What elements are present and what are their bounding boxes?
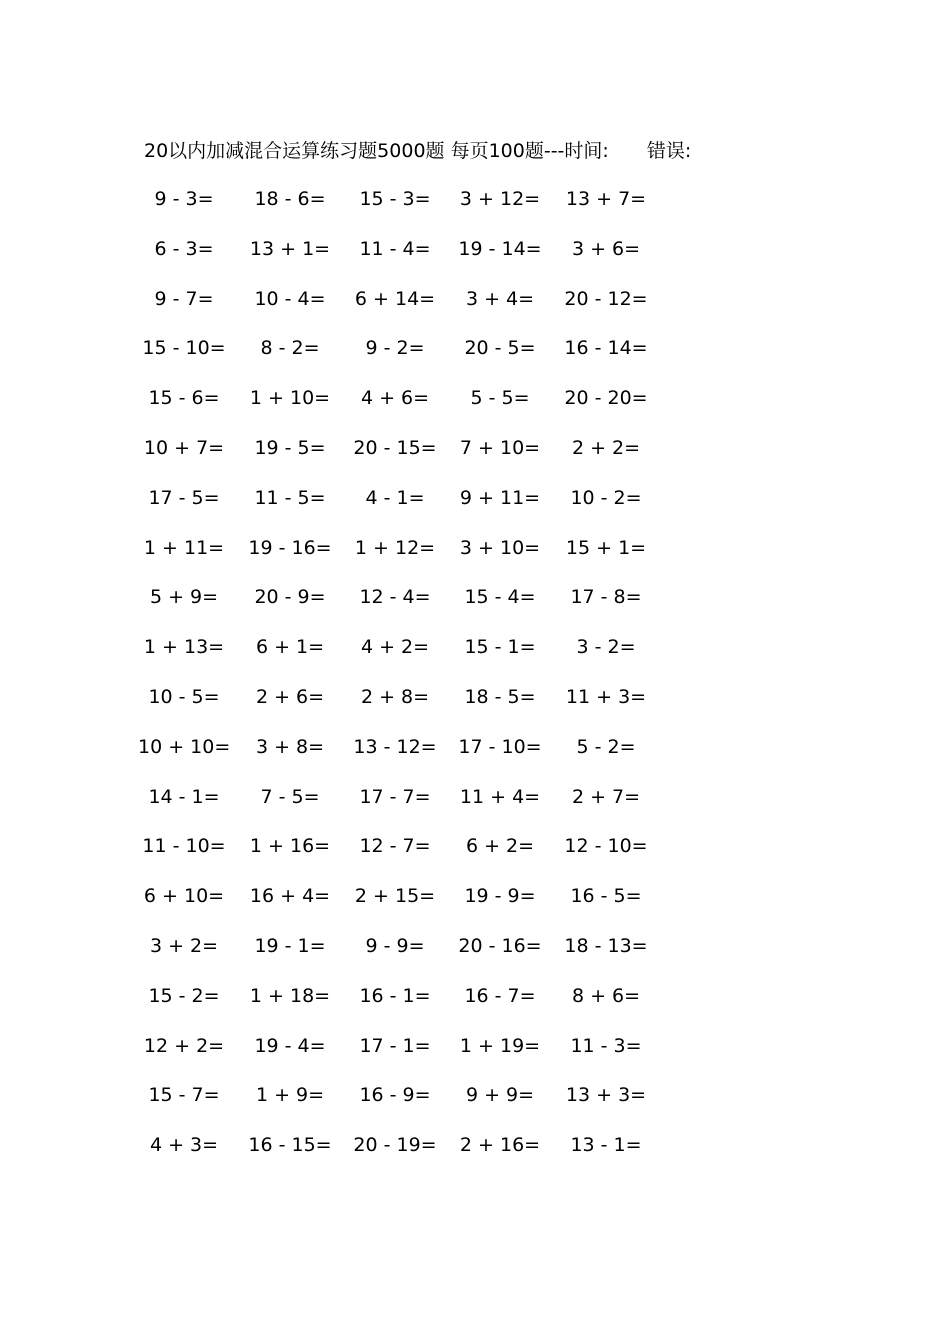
problem-row — [144, 184, 664, 234]
math-problem: 4 + 2= — [360, 636, 430, 659]
math-problem: 16 + 4= — [249, 885, 331, 908]
math-problem: 4 - 1= — [365, 486, 425, 509]
math-problem: 15 - 6= — [148, 387, 220, 410]
math-problem: 1 + 11= — [143, 536, 225, 559]
math-problem: 3 + 12= — [459, 188, 541, 210]
math-problem: 13 - 1= — [570, 1134, 642, 1157]
math-problem: 1 + 19= — [459, 1034, 541, 1057]
math-problem: 7 - 5= — [260, 785, 320, 808]
problem-row — [144, 533, 664, 583]
math-problem: 11 - 4= — [359, 237, 431, 260]
problem-row — [144, 383, 664, 433]
math-problem: 2 + 15= — [354, 885, 436, 908]
math-problem: 20 - 19= — [353, 1134, 437, 1157]
math-problem: 11 + 3= — [565, 685, 647, 708]
math-problem: 3 + 6= — [571, 237, 641, 260]
problem-row — [144, 433, 664, 483]
math-problem: 12 - 4= — [359, 586, 431, 609]
math-problem: 13 + 1= — [249, 237, 331, 260]
math-problem: 9 + 9= — [465, 1084, 535, 1107]
math-problem: 20 - 16= — [458, 934, 542, 957]
math-problem: 15 - 1= — [464, 636, 536, 659]
math-problem: 6 - 3= — [154, 237, 214, 260]
math-problem: 20 - 5= — [464, 337, 536, 360]
math-problem: 13 - 12= — [353, 735, 437, 758]
math-problem: 6 + 10= — [143, 885, 225, 908]
math-problem: 20 - 9= — [254, 586, 326, 609]
math-problem: 4 + 3= — [149, 1134, 219, 1157]
math-problem: 19 - 1= — [254, 934, 326, 957]
math-problem: 3 + 2= — [149, 934, 219, 957]
math-problem: 3 - 2= — [576, 636, 636, 659]
math-problem: 15 - 3= — [359, 188, 431, 210]
math-problem: 16 - 1= — [359, 984, 431, 1007]
math-problem: 5 + 9= — [149, 586, 219, 609]
math-problem: 10 + 10= — [138, 735, 231, 758]
math-problem: 4 + 6= — [360, 387, 430, 410]
math-problem: 10 + 7= — [143, 436, 225, 459]
math-problem: 3 + 8= — [255, 735, 325, 758]
math-problem: 6 + 2= — [465, 835, 535, 858]
math-problem: 7 + 10= — [459, 436, 541, 459]
math-problem: 9 - 9= — [365, 934, 425, 957]
math-problem: 13 + 3= — [565, 1084, 647, 1107]
math-problem: 16 - 14= — [564, 337, 648, 360]
problem-row — [144, 582, 664, 632]
math-problem: 19 - 16= — [248, 536, 332, 559]
math-problem: 1 + 12= — [354, 536, 436, 559]
math-problem: 19 - 9= — [464, 885, 536, 908]
problem-row — [138, 732, 664, 782]
math-problem: 3 + 10= — [459, 536, 541, 559]
problem-row — [144, 981, 664, 1031]
math-problem: 3 + 4= — [465, 287, 535, 310]
math-problem: 1 + 18= — [249, 984, 331, 1007]
math-problem: 16 - 7= — [464, 984, 536, 1007]
worksheet-title: 20以内加减混合运算练习题5000题 每页100题---时间: — [144, 140, 609, 162]
problem-row — [144, 1130, 664, 1180]
math-problem: 19 - 4= — [254, 1034, 326, 1057]
math-problem: 9 - 3= — [154, 188, 214, 210]
math-problem: 17 - 1= — [359, 1034, 431, 1057]
math-problem: 16 - 5= — [570, 885, 642, 908]
problem-row — [144, 881, 664, 931]
math-problem: 8 + 6= — [571, 984, 641, 1007]
math-problem: 2 + 6= — [255, 685, 325, 708]
problem-row — [144, 234, 664, 284]
math-problem: 20 - 15= — [353, 436, 437, 459]
problem-row — [144, 1031, 664, 1081]
math-problem: 1 + 9= — [255, 1084, 325, 1107]
math-problem: 13 + 7= — [565, 188, 647, 210]
math-problem: 6 + 1= — [255, 636, 325, 659]
problem-row — [144, 632, 664, 682]
math-problem: 12 - 7= — [359, 835, 431, 858]
math-problem: 10 - 2= — [570, 486, 642, 509]
math-problem: 16 - 15= — [248, 1134, 332, 1157]
math-problem: 18 - 13= — [564, 934, 648, 957]
problem-row — [144, 483, 664, 533]
math-problem: 19 - 14= — [458, 237, 542, 260]
math-problem: 2 + 7= — [571, 785, 641, 808]
problem-grid — [138, 184, 664, 1180]
problem-row — [144, 284, 664, 334]
problem-row — [144, 1080, 664, 1130]
worksheet-header — [144, 136, 691, 166]
problem-row — [144, 782, 664, 832]
math-problem: 2 + 16= — [459, 1134, 541, 1157]
math-problem: 17 - 7= — [359, 785, 431, 808]
math-problem: 17 - 10= — [458, 735, 542, 758]
math-problem: 20 - 12= — [564, 287, 648, 310]
math-problem: 8 - 2= — [260, 337, 320, 360]
math-problem: 1 + 13= — [143, 636, 225, 659]
math-problem: 15 - 10= — [142, 337, 226, 360]
math-problem: 6 + 14= — [354, 287, 436, 310]
problem-row — [144, 931, 664, 981]
math-problem: 15 - 7= — [148, 1084, 220, 1107]
problem-row — [144, 682, 664, 732]
math-problem: 2 + 2= — [571, 436, 641, 459]
math-problem: 17 - 5= — [148, 486, 220, 509]
problem-row — [144, 831, 664, 881]
math-problem: 1 + 16= — [249, 835, 331, 858]
math-problem: 2 + 8= — [360, 685, 430, 708]
math-problem: 12 - 10= — [564, 835, 648, 858]
math-problem: 9 - 7= — [154, 287, 214, 310]
problem-row — [144, 333, 664, 383]
math-problem: 9 + 11= — [459, 486, 541, 509]
math-problem: 19 - 5= — [254, 436, 326, 459]
math-problem: 5 - 2= — [576, 735, 636, 758]
math-problem: 11 - 3= — [570, 1034, 642, 1057]
math-problem: 12 + 2= — [143, 1034, 225, 1057]
math-problem: 10 - 4= — [254, 287, 326, 310]
errors-label: 错误: — [646, 140, 692, 162]
math-problem: 15 - 2= — [148, 984, 220, 1007]
math-problem: 11 - 5= — [254, 486, 326, 509]
math-problem: 15 + 1= — [565, 536, 647, 559]
math-problem: 10 - 5= — [148, 685, 220, 708]
math-problem: 20 - 20= — [564, 387, 648, 410]
math-problem: 15 - 4= — [464, 586, 536, 609]
math-problem: 17 - 8= — [570, 586, 642, 609]
math-problem: 1 + 10= — [249, 387, 331, 410]
math-problem: 11 - 10= — [142, 835, 226, 858]
math-problem: 16 - 9= — [359, 1084, 431, 1107]
math-problem: 9 - 2= — [365, 337, 425, 360]
math-problem: 5 - 5= — [470, 387, 530, 410]
math-problem: 18 - 6= — [254, 188, 326, 210]
math-problem: 11 + 4= — [459, 785, 541, 808]
math-problem: 18 - 5= — [464, 685, 536, 708]
math-problem: 14 - 1= — [148, 785, 220, 808]
